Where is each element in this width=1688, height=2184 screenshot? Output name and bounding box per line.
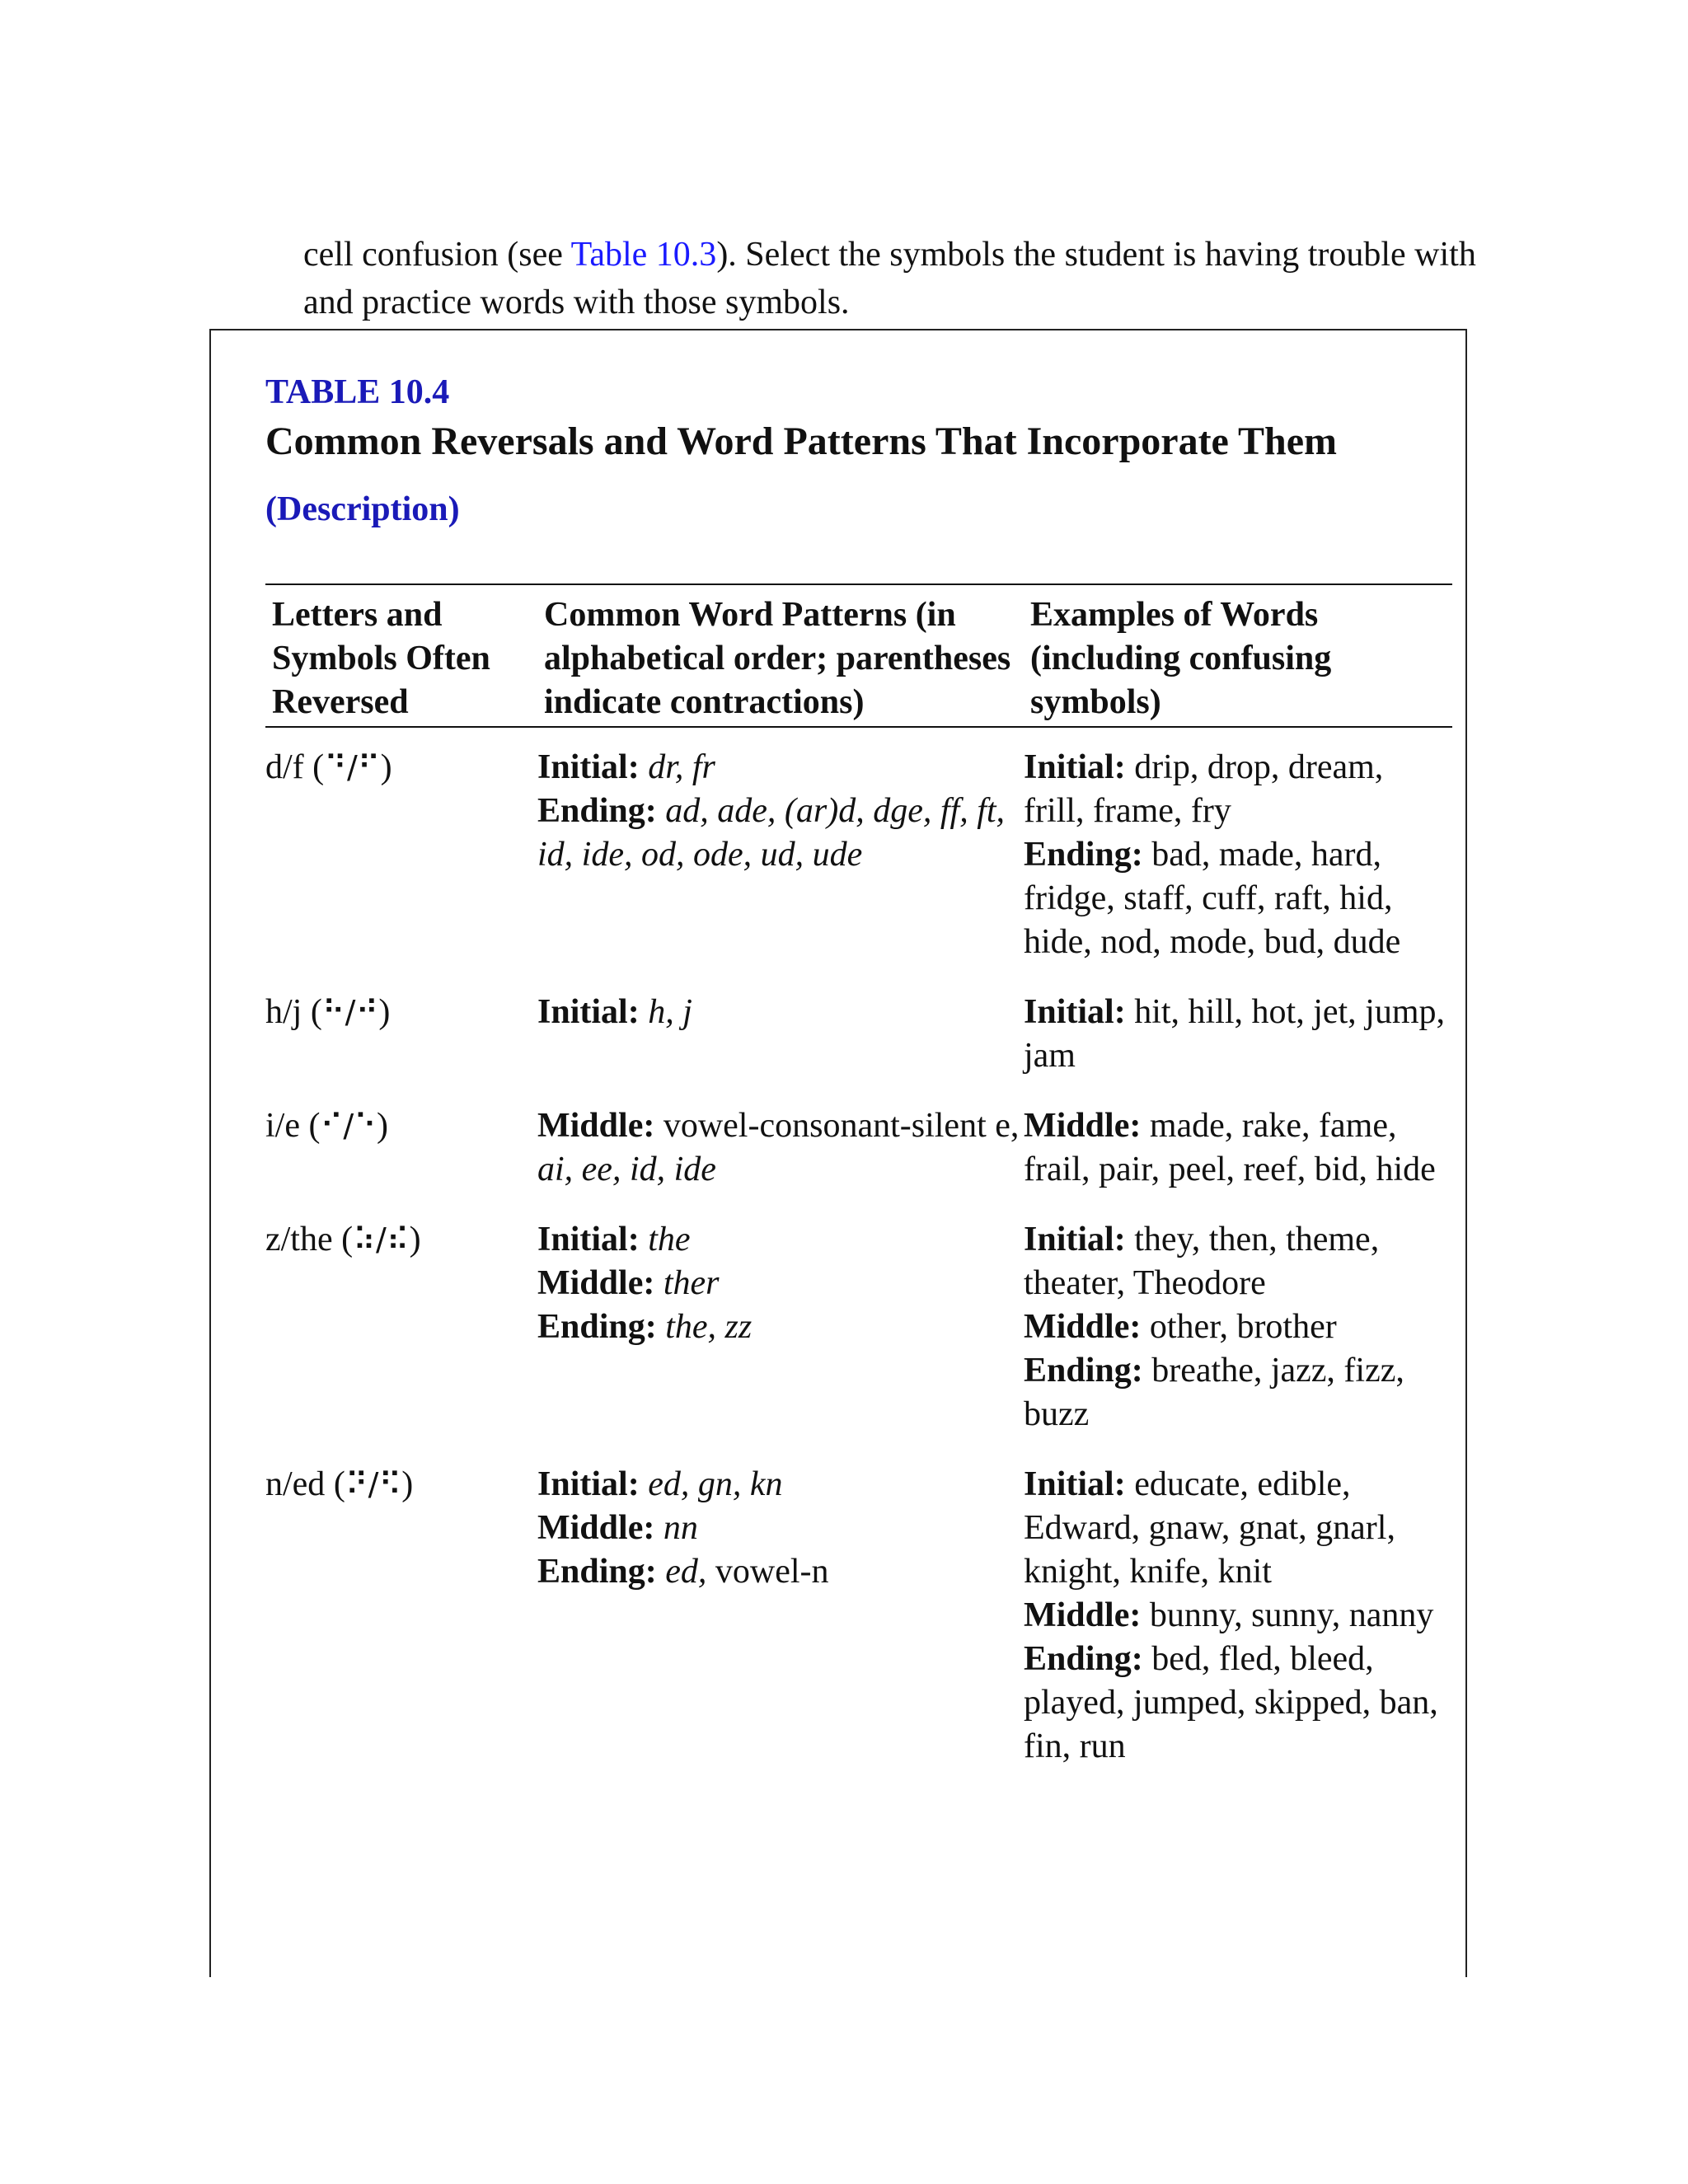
table-label: TABLE 10.4 (265, 373, 450, 411)
intro-text-before: cell confusion (see (303, 236, 571, 274)
braille-symbols: ⠓/⠚ (321, 994, 379, 1030)
letters-cell: n/ed (⠝/⠫) (265, 1465, 414, 1503)
table-row (265, 972, 1452, 1086)
table-10-3-link[interactable]: Table 10.3 (570, 236, 717, 274)
examples-cell: Initial: educate, edible, Edward, gnaw, gnat, gnarl, knight, knife, knit Middle: bunny, sunny, nanny Ending: bed, fled, bleed, played, jumped, skipped, ban, fin, run (1024, 1465, 1438, 1765)
intro-text-after: ). Select the symbols the student is having trouble with and practice words with those symbols. (303, 236, 1476, 321)
examples-cell: Initial: hit, hill, hot, jet, jump, jam (1024, 993, 1446, 1075)
letters-cell: h/j (⠓/⠚) (265, 993, 391, 1031)
header-examples: Examples of Words (including confusing symbols) (1024, 584, 1452, 727)
intro-paragraph (303, 231, 1507, 326)
table-row (265, 727, 1452, 972)
braille-symbols: ⠝/⠫ (345, 1466, 402, 1502)
description-link[interactable]: (Description) (265, 490, 460, 528)
braille-symbols: ⠊/⠑ (320, 1108, 377, 1144)
examples-cell: Middle: made, rake, fame, frail, pair, peel, reef, bid, hide (1024, 1107, 1436, 1188)
table-row (265, 1086, 1452, 1200)
patterns-cell: Initial: h, j (537, 993, 692, 1031)
letters-cell: i/e (⠊/⠑) (265, 1107, 388, 1145)
header-letters: Letters and Symbols Often Reversed (265, 584, 537, 727)
braille-symbols: ⠵/⠮ (353, 1221, 410, 1258)
letters-cell: z/the (⠵/⠮) (265, 1221, 421, 1258)
patterns-cell: Middle: vowel-consonant-silent e, ai, ee, id, ide (537, 1107, 1020, 1188)
letters-cell: d/f (⠙/⠋) (265, 748, 392, 786)
table-row (265, 1200, 1452, 1445)
braille-symbols: ⠙/⠋ (324, 749, 381, 785)
table-row (265, 1445, 1452, 1777)
header-patterns: Common Word Patterns (in alphabetical order; parentheses indicate contractions) (537, 584, 1024, 727)
reversals-table (265, 583, 1452, 1777)
patterns-cell: Initial: ed, gn, kn Middle: nn Ending: ed, vowel-n (537, 1465, 829, 1591)
examples-cell: Initial: they, then, theme, theater, Theodore Middle: other, brother Ending: breathe, jazz, fizz, buzz (1024, 1221, 1404, 1433)
patterns-cell: Initial: dr, fr Ending: ad, ade, (ar)d, dge, ff, ft, id, ide, od, ode, ud, ude (537, 748, 1006, 874)
table-title: Common Reversals and Word Patterns That Incorporate Them (265, 419, 1337, 463)
patterns-cell: Initial: the Middle: ther Ending: the, zz (537, 1221, 753, 1346)
examples-cell: Initial: drip, drop, dream, frill, frame, fry Ending: bad, made, hard, fridge, staff, cuff, raft, hid, hide, nod, mode, bud, dude (1024, 748, 1401, 961)
table-header-row (265, 584, 1452, 727)
